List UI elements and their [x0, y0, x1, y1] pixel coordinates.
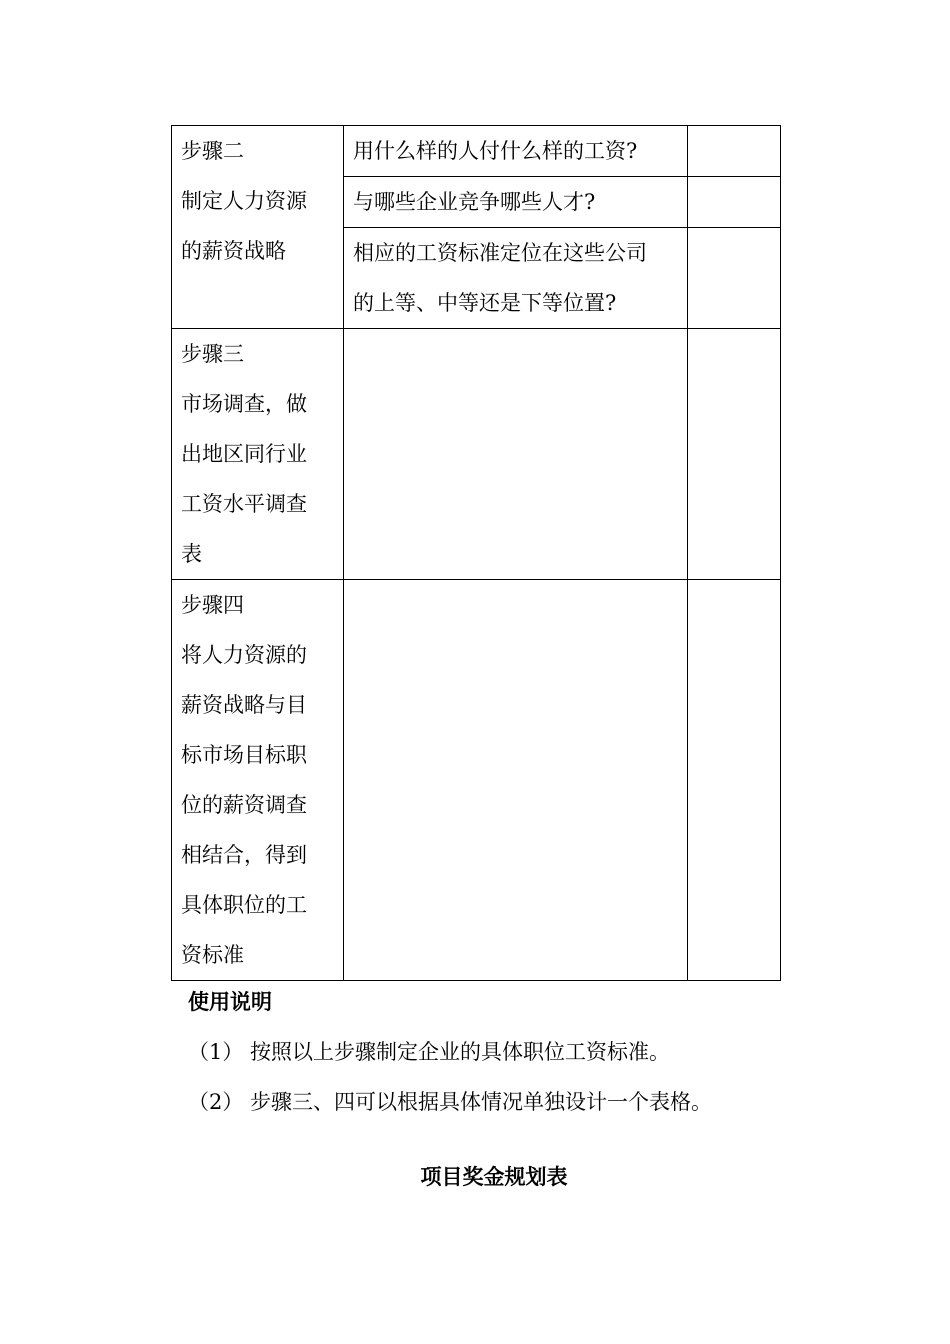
- step4-title: 步骤四: [181, 593, 244, 617]
- step4-desc-line: 资标准: [181, 943, 244, 967]
- step3-desc-line: 出地区同行业: [181, 442, 307, 466]
- blank-cell: [688, 580, 781, 981]
- step2-cell: [172, 126, 344, 329]
- question-cell: [344, 126, 688, 177]
- step2-title: 步骤二: [181, 139, 244, 163]
- question-cell: [344, 177, 688, 228]
- step4-desc-line: 位的薪资调查: [181, 793, 307, 817]
- question-text: 的上等、中等还是下等位置?: [353, 291, 617, 315]
- blank-cell: [688, 329, 781, 580]
- section-title: 项目奖金规划表: [420, 1165, 568, 1189]
- step3-cell: [172, 329, 344, 580]
- usage-notes: [188, 977, 788, 1127]
- question-text: 与哪些企业竞争哪些人才?: [353, 190, 596, 214]
- blank-cell: [344, 329, 688, 580]
- step3-desc-line: 表: [181, 542, 202, 566]
- table-row: [172, 126, 781, 177]
- step4-desc-line: 薪资战略与目: [181, 693, 307, 717]
- step4-desc-line: 具体职位的工: [181, 893, 307, 917]
- step4-desc-line: 将人力资源的: [181, 643, 307, 667]
- step4-cell: [172, 580, 344, 981]
- step2-desc-line: 的薪资战略: [181, 239, 286, 263]
- blank-cell: [688, 177, 781, 228]
- step2-desc-line: 制定人力资源: [181, 189, 307, 213]
- question-cell: [344, 228, 688, 329]
- blank-cell: [344, 580, 688, 981]
- note-item: （1） 按照以上步骤制定企业的具体职位工资标准。: [188, 1040, 671, 1064]
- salary-steps-table: [171, 125, 781, 981]
- step4-desc-line: 标市场目标职: [181, 743, 307, 767]
- step4-desc-line: 相结合，得到: [181, 843, 307, 867]
- question-text: 用什么样的人付什么样的工资?: [353, 139, 638, 163]
- step3-desc-line: 工资水平调查: [181, 492, 307, 516]
- step3-desc-line: 市场调查，做: [181, 392, 307, 416]
- notes-title: 使用说明: [188, 990, 272, 1014]
- table-row: [172, 580, 781, 981]
- blank-cell: [688, 126, 781, 177]
- step3-title: 步骤三: [181, 342, 244, 366]
- note-item: （2） 步骤三、四可以根据具体情况单独设计一个表格。: [188, 1090, 713, 1114]
- question-text: 相应的工资标准定位在这些公司: [353, 241, 647, 265]
- blank-cell: [688, 228, 781, 329]
- table-row: [172, 329, 781, 580]
